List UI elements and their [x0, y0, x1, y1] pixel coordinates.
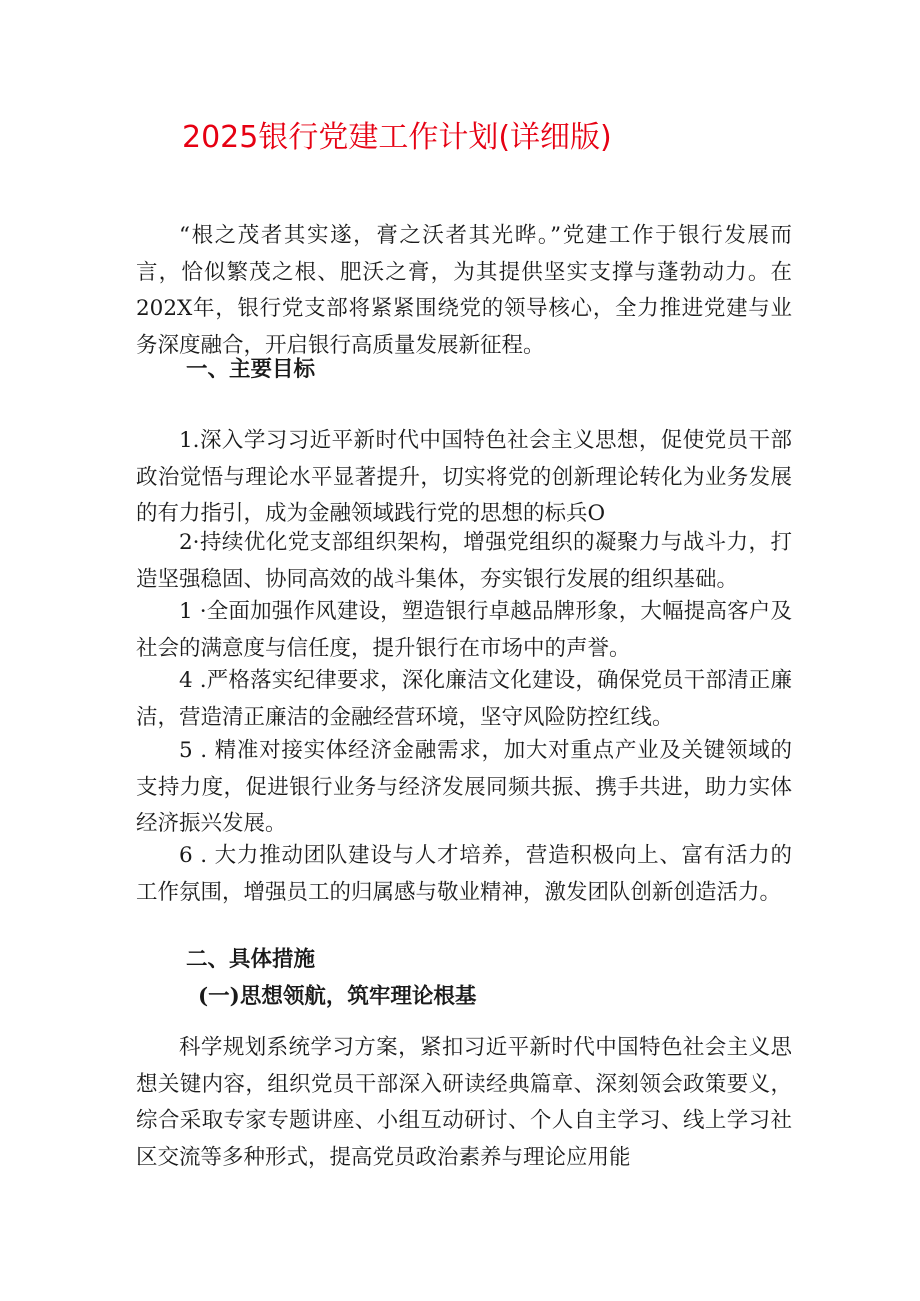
section-heading-goals: 一、主要目标 — [186, 357, 316, 382]
goal-item: 1 ·全面加强作风建设，塑造银行卓越品牌形象，大幅提高客户及社会的满意度与信任度，提升银行在市场中的声誉。 — [136, 599, 792, 661]
intro-paragraph: “根之茂者其实遂，膏之沃者其光晔。”党建工作于银行发展而言，恰似繁茂之根、肥沃之膏，为其提供坚实支撑与蓬勃动力。在202X年，银行党支部将紧紧围绕党的领导核心，全力推进党建与业务深度融合，开启银行高质量发展新征程。 — [136, 223, 792, 358]
page-title: 2025银行党建工作计划(详细版) — [182, 120, 612, 155]
goal-item: 5 . 精准对接实体经济金融需求，加大对重点产业及关键领域的支持力度，促进银行业务与经济发展同频共振、携手共进，助力实体经济振兴发展。 — [136, 738, 792, 836]
goal-item: 1.深入学习习近平新时代中国特色社会主义思想，促使党员干部政治觉悟与理论水平显著提升，切实将党的创新理论转化为业务发展的有力指引，成为金融领域践行党的思想的标兵O — [136, 428, 792, 526]
subsection-heading: (一)思想领航，筑牢理论根基 — [198, 984, 477, 1009]
measure-paragraph: 科学规划系统学习方案，紧扣习近平新时代中国特色社会主义思想关键内容，组织党员干部深入研读经典篇章、深刻领会政策要义，综合采取专家专题讲座、小组互动研讨、个人自主学习、线上学习社区交流等多种形式，提高党员政治素养与理论应用能 — [136, 1035, 792, 1170]
goal-item: 6 . 大力推动团队建设与人才培养，营造积极向上、富有活力的工作氛围，增强员工的归属感与敬业精神，激发团队创新创造活力。 — [136, 843, 792, 905]
goal-item: 2·持续优化党支部组织架构，增强党组织的凝聚力与战斗力，打造坚强稳固、协同高效的战斗集体，夯实银行发展的组织基础。 — [136, 530, 792, 592]
section-heading-measures: 二、具体措施 — [186, 947, 316, 972]
goal-item: 4 .严格落实纪律要求，深化廉洁文化建设，确保党员干部清正廉洁，营造清正廉洁的金融经营环境，坚守风险防控红线。 — [136, 668, 792, 730]
